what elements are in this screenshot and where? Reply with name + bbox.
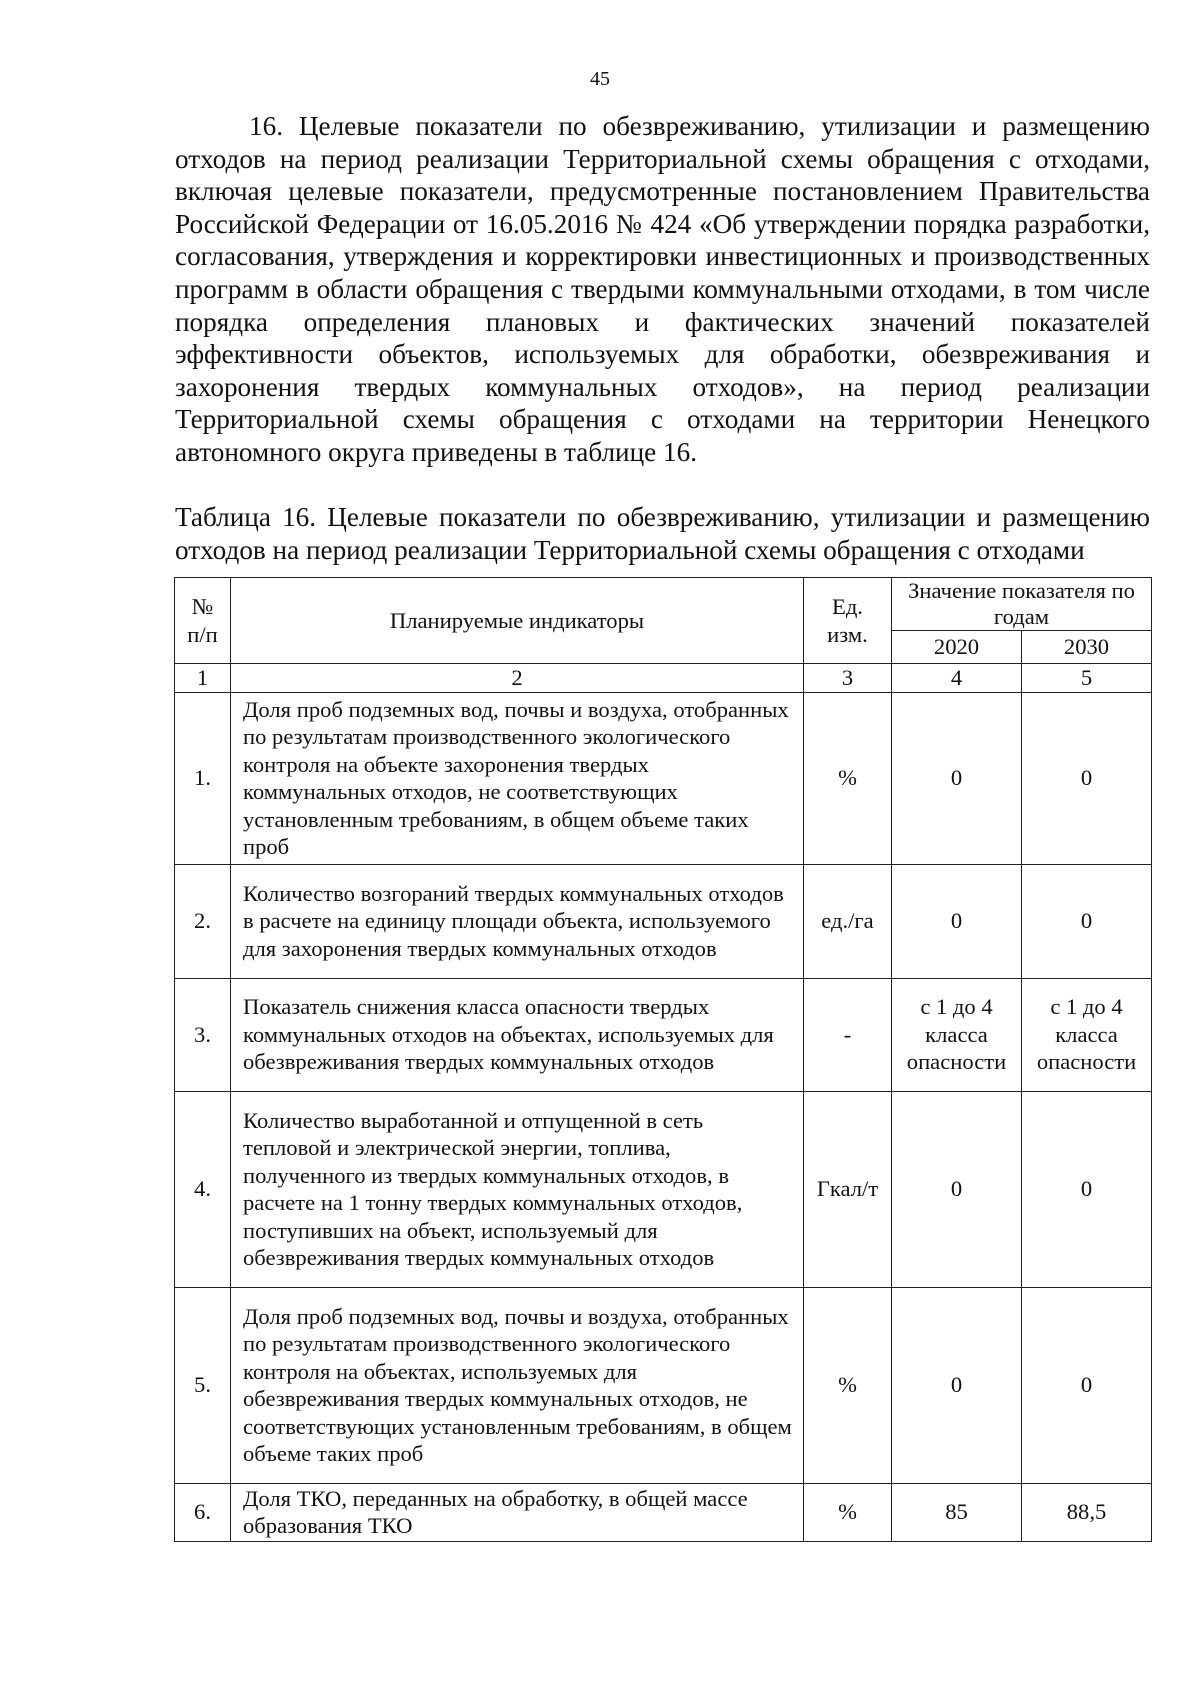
row-unit: % bbox=[804, 1483, 892, 1541]
row-value-2020: 0 bbox=[892, 864, 1022, 978]
row-value-2030: 0 bbox=[1022, 692, 1152, 864]
row-indicator: Доля ТКО, переданных на обработку, в общей массе образования ТКО bbox=[231, 1483, 804, 1541]
row-value-2020: 0 bbox=[892, 692, 1022, 864]
table-row bbox=[175, 864, 1152, 978]
column-numbers-row bbox=[175, 664, 1152, 693]
column-number: 3 bbox=[804, 664, 892, 693]
header-value-group: Значение показателя по годам bbox=[892, 578, 1152, 631]
row-value-2030: 0 bbox=[1022, 1091, 1152, 1287]
row-unit: - bbox=[804, 978, 892, 1091]
body-paragraph: 16. Целевые показатели по обезвреживанию, утилизации и размещению отходов на период реализации Территориальной схемы обращения с отходами, включая целевые показатели, предусмотренные постановлением Правительства Российской Федерации от 16.05.2016 № 424 «Об утверждении порядка разработки, согласования, утверждения и корректировки инвестиционных и производственных программ в области обращения с твердыми коммунальными отходами, в том числе порядка определения плановых и фактических значений показателей эффективности объектов, используемых для обработки, обезвреживания и захоронения твердых коммунальных отходов», на период реализации Территориальной схемы обращения с отходами на территории Ненецкого автономного округа приведены в таблице 16. bbox=[175, 111, 1150, 467]
row-indicator: Доля проб подземных вод, почвы и воздуха, отобранных по результатам производственного экологического контроля на объектах, используемых для обезвреживания твердых коммунальных отходов, не соответствующих установленным требованиям, в общем объеме таких проб bbox=[231, 1287, 804, 1483]
indicators-table bbox=[174, 577, 1152, 1542]
header-indicators: Планируемые индикаторы bbox=[231, 578, 804, 664]
header-unit: Ед. изм. bbox=[804, 578, 892, 664]
row-number: 3. bbox=[175, 978, 231, 1091]
row-value-2020: 85 bbox=[892, 1483, 1022, 1541]
row-number: 5. bbox=[175, 1287, 231, 1483]
row-value-2030: 0 bbox=[1022, 1287, 1152, 1483]
row-value-2030: 88,5 bbox=[1022, 1483, 1152, 1541]
row-number: 1. bbox=[175, 692, 231, 864]
row-value-2030: с 1 до 4 класса опасности bbox=[1022, 978, 1152, 1091]
column-number: 5 bbox=[1022, 664, 1152, 693]
header-year-2020: 2020 bbox=[892, 631, 1022, 664]
row-unit: % bbox=[804, 1287, 892, 1483]
row-unit: % bbox=[804, 692, 892, 864]
table-header-row bbox=[175, 578, 1152, 631]
row-indicator: Количество выработанной и отпущенной в сеть тепловой и электрической энергии, топлива, полученного из твердых коммунальных отходов, в расчете на 1 тонну твердых коммунальных отходов, поступивших на объект, используемый для обезвреживания твердых коммунальных отходов bbox=[231, 1091, 804, 1287]
table-row bbox=[175, 1483, 1152, 1541]
table-row bbox=[175, 1091, 1152, 1287]
table-row bbox=[175, 692, 1152, 864]
row-number: 2. bbox=[175, 864, 231, 978]
column-number: 1 bbox=[175, 664, 231, 693]
row-number: 4. bbox=[175, 1091, 231, 1287]
page-number: 45 bbox=[590, 68, 610, 90]
row-indicator: Доля проб подземных вод, почвы и воздуха, отобранных по результатам производственного экологического контроля на объекте захоронения твердых коммунальных отходов, не соответствующих установленным требованиям, в общем объеме таких проб bbox=[231, 692, 804, 864]
column-number: 4 bbox=[892, 664, 1022, 693]
column-number: 2 bbox=[231, 664, 804, 693]
row-value-2020: 0 bbox=[892, 1091, 1022, 1287]
row-indicator: Показатель снижения класса опасности твердых коммунальных отходов на объектах, используемых для обезвреживания твердых коммунальных отходов bbox=[231, 978, 804, 1091]
table-row bbox=[175, 978, 1152, 1091]
row-unit: Гкал/т bbox=[804, 1091, 892, 1287]
row-indicator: Количество возгораний твердых коммунальных отходов в расчете на единицу площади объекта, используемого для захоронения твердых коммунальных отходов bbox=[231, 864, 804, 978]
row-value-2020: 0 bbox=[892, 1287, 1022, 1483]
row-value-2020: с 1 до 4 класса опасности bbox=[892, 978, 1022, 1091]
header-num: № п/п bbox=[175, 578, 231, 664]
table-caption: Таблица 16. Целевые показатели по обезвреживанию, утилизации и размещению отходов на период реализации Территориальной схемы обращения с отходами bbox=[175, 502, 1150, 565]
row-number: 6. bbox=[175, 1483, 231, 1541]
table-row bbox=[175, 1287, 1152, 1483]
header-year-2030: 2030 bbox=[1022, 631, 1152, 664]
row-value-2030: 0 bbox=[1022, 864, 1152, 978]
row-unit: ед./га bbox=[804, 864, 892, 978]
